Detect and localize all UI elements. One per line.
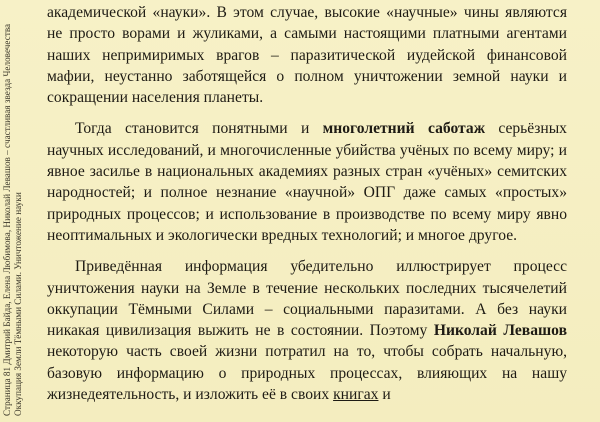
side-caption-line-2: Оккупация Земли Тёмными Силами. Уничтожение науки [13,192,23,416]
paragraph-1: академической «науки». В этом случае, высокие «научные» чины являются не просто ворами и жуликами, а самыми настоящими платными агентами наших непримиримых врагов – паразитической иудейской финансовой мафии, неустанно заботящейся о полном уничтожении земной науки и сокращении населения планеты. [47,4,567,107]
paragraph-2 [47,118,567,246]
paragraph-2-pre: Тогда становится понятными и [75,120,323,138]
side-caption-line-1: Страница 81 Дмитрий Байда, Елена Любимова, Николай Левашов – счастливая звезда Человечества [2,23,12,416]
body-text [47,2,567,415]
paragraph-3-bold: Николай Левашов [433,322,567,340]
paragraph-3-mid: некоторую часть своей жизни потратил на то, чтобы собрать начальную, базовую информацию о природных процессах, влияющих на нашу жизнедеятельность, и изложить её в своих [47,343,567,404]
paragraph-3 [47,256,567,405]
paragraph-2-bold: многолетний саботаж [322,120,485,138]
paragraph-2-post: серьёзных научных исследований, и многочисленные убийства учёных по всему миру; и явное засилье в национальных академиях разных стран «учёных» семитских народностей; и полное незнание «научной» ОПГ даже самых «простых» природных процессов; и использование в производстве по всему миру явно неоптимальных и экологически вредных технологий; и многое другое. [47,120,567,244]
paragraph-3-pre: Приведённая информация убедительно иллюстрирует процесс уничтожения науки на Земле в течение нескольких последних тысячелетий оккупации Тёмными Силами – социальными паразитами. А без науки никакая цивилизация выжить не в состоянии. Поэтому [47,258,567,340]
side-caption [2,0,42,422]
paragraph-3-post: и [378,386,391,404]
books-link[interactable]: книгах [333,386,379,404]
